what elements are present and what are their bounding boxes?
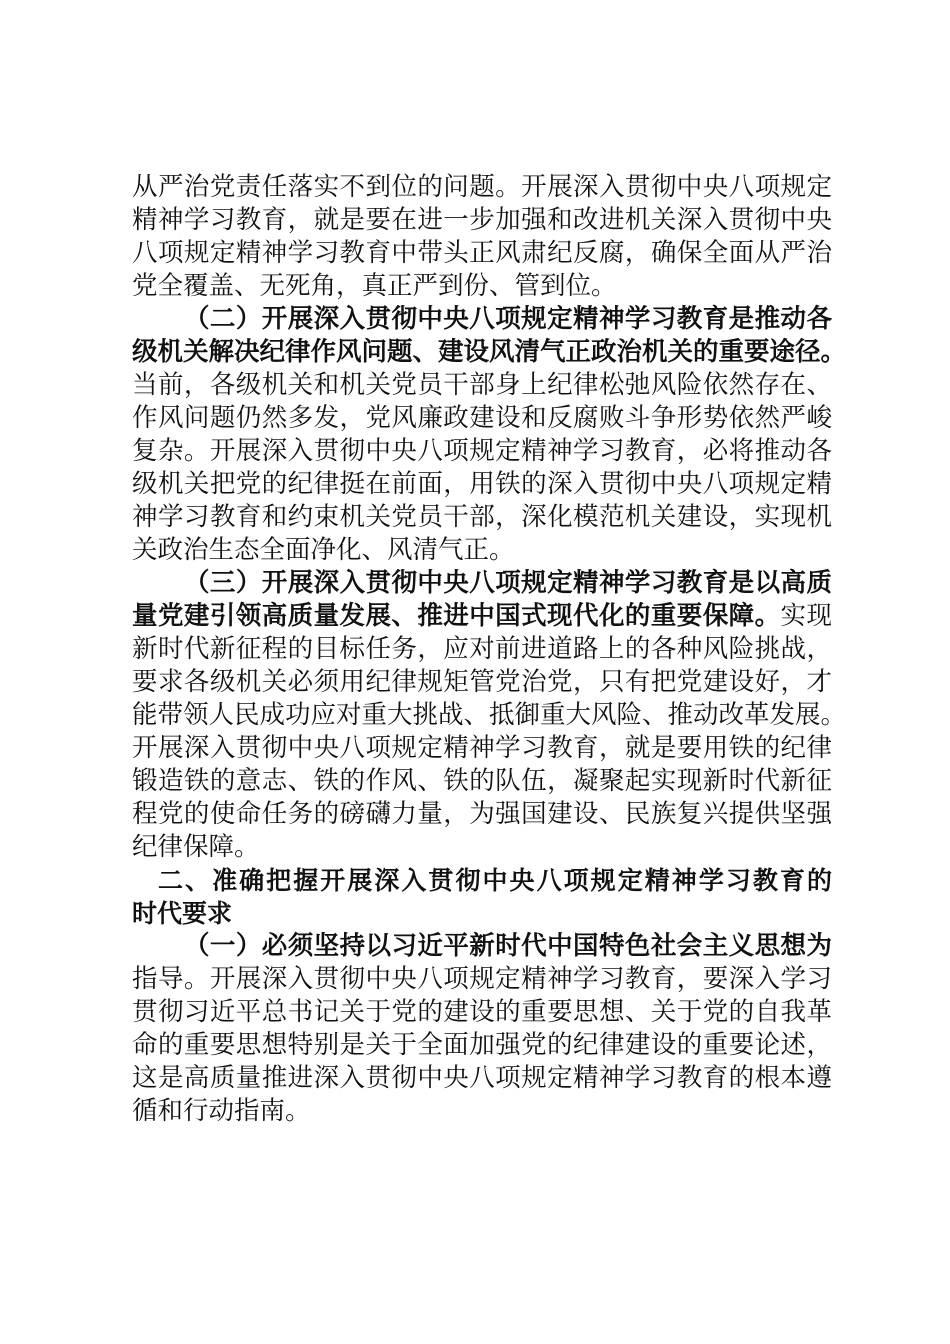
mixed-line — [132, 600, 832, 633]
body-line: 级机关把党的纪律挺在前面，用铁的深入贯彻中央八项规定精 — [132, 469, 832, 499]
body-line: 循和行动指南。 — [132, 1096, 311, 1126]
subheading-line: （一）必须坚持以习近平新时代中国特色社会主义思想为 — [184, 931, 832, 961]
section-heading: 时代要求 — [132, 899, 233, 928]
body-line: 从严治党责任落实不到位的问题。开展深入贯彻中央八项规定 — [132, 172, 832, 202]
body-line: 程党的使命任务的磅礴力量，为强国建设、民族复兴提供坚强 — [132, 799, 832, 829]
body-line: 精神学习教育，就是要在进一步加强和改进机关深入贯彻中央 — [132, 205, 832, 235]
body-line: 作风问题仍然多发，党风廉政建设和反腐败斗争形势依然严峻 — [132, 403, 832, 433]
body-line: 纪律保障。 — [132, 832, 260, 862]
body-line: 关政治生态全面净化、风清气正。 — [132, 535, 515, 565]
body-fragment: 实现 — [780, 601, 832, 631]
body-line: 指导。开展深入贯彻中央八项规定精神学习教育，要深入学习 — [132, 964, 832, 994]
body-line: 八项规定精神学习教育中带头正风肃纪反腐，确保全面从严治 — [132, 238, 832, 268]
body-line: 贯彻习近平总书记关于党的建设的重要思想、关于党的自我革 — [132, 997, 832, 1027]
body-line: 要求各级机关必须用纪律规矩管党治党，只有把党建设好，才 — [132, 667, 832, 697]
body-line: 神学习教育和约束机关党员干部，深化模范机关建设，实现机 — [132, 502, 832, 532]
body-line: 锻造铁的意志、铁的作风、铁的队伍，凝聚起实现新时代新征 — [132, 766, 832, 796]
body-line: 开展深入贯彻中央八项规定精神学习教育，就是要用铁的纪律 — [132, 733, 832, 763]
body-line: 命的重要思想特别是关于全面加强党的纪律建设的重要论述， — [132, 1030, 832, 1060]
body-line: 党全覆盖、无死角，真正严到份、管到位。 — [132, 271, 617, 301]
document-body — [132, 171, 847, 1128]
body-line: 复杂。开展深入贯彻中央八项规定精神学习教育，必将推动各 — [132, 436, 832, 466]
subheading-line: 级机关解决纪律作风问题、建设风清气正政治机关的重要途径。 — [132, 337, 847, 367]
subheading-fragment: 量党建引领高质量发展、推进中国式现代化的重要保障。 — [132, 601, 781, 631]
body-line: 当前，各级机关和机关党员干部身上纪律松弛风险依然存在、 — [132, 370, 832, 400]
body-line: 新时代新征程的目标任务，应对前进道路上的各种风险挑战， — [132, 634, 832, 664]
section-heading: 二、准确把握开展深入贯彻中央八项规定精神学习教育的 — [158, 866, 832, 895]
body-line: 这是高质量推进深入贯彻中央八项规定精神学习教育的根本遵 — [132, 1063, 832, 1093]
body-line: 能带领人民成功应对重大挑战、抵御重大风险、推动改革发展。 — [132, 700, 847, 730]
subheading-line: （二）开展深入贯彻中央八项规定精神学习教育是推动各 — [184, 304, 832, 334]
subheading-line: （三）开展深入贯彻中央八项规定精神学习教育是以高质 — [184, 568, 832, 598]
